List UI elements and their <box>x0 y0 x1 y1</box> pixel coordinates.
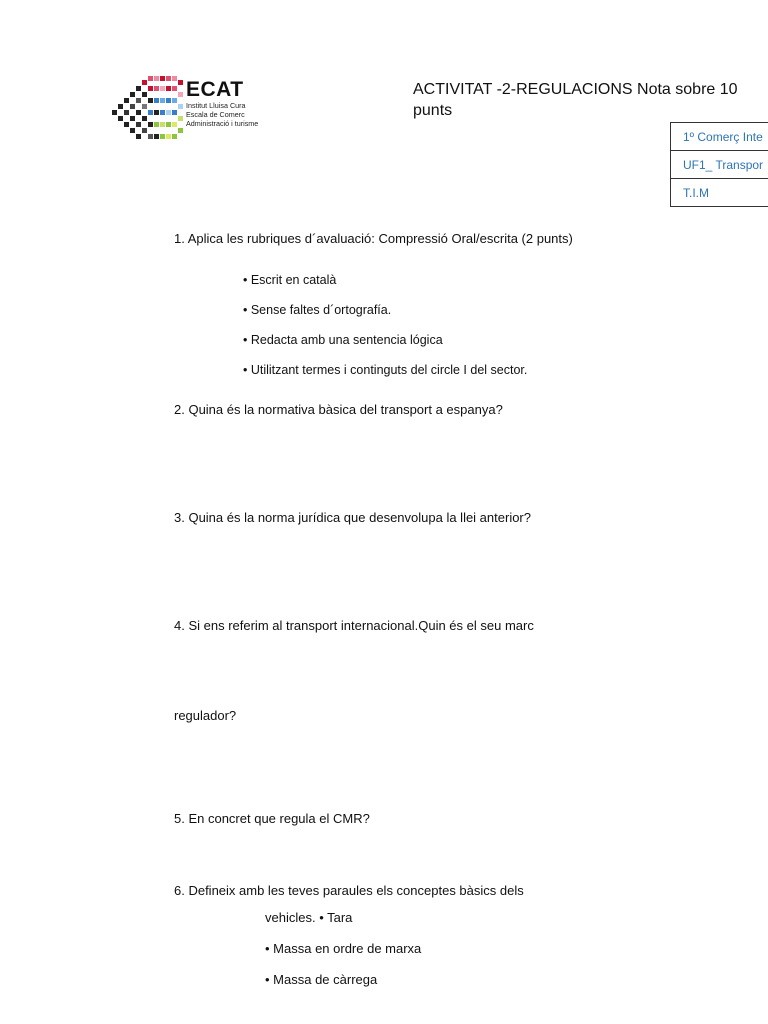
question-6: 6. Defineix amb les teves paraules els conceptes bàsics dels <box>174 883 524 898</box>
q6-bullet-2: • Massa de càrrega <box>265 972 378 987</box>
logo-line-3: Administració i turisme <box>186 119 259 128</box>
q1-bullet-2: • Sense faltes d´ortografía. <box>243 303 392 317</box>
q1-bullet-4: • Utilitzant termes i continguts del circle I del sector. <box>243 363 528 377</box>
logo-line-1: Institut Lluisa Cura <box>186 101 246 110</box>
q6-bullet-1: • Massa en ordre de marxa <box>265 941 422 956</box>
question-2: 2. Quina és la normativa bàsica del transport a espanya? <box>174 402 503 417</box>
question-3: 3. Quina és la norma jurídica que desenvolupa la llei anterior? <box>174 510 531 525</box>
logo-line-2: Escala de Comerc <box>186 110 245 119</box>
q1-bullet-3: • Redacta amb una sentencia lógica <box>243 333 443 347</box>
question-5: 5. En concret que regula el CMR? <box>174 811 370 826</box>
question-4: 4. Si ens referim al transport internacional.Quin és el seu marc <box>174 618 534 633</box>
question-1: 1. Aplica les rubriques d´avaluació: Compressió Oral/escrita (2 punts) <box>174 231 573 246</box>
activity-title: ACTIVITAT -2-REGULACIONS Nota sobre 10 punts <box>413 81 738 119</box>
q1-bullet-1: • Escrit en català <box>243 273 337 287</box>
course-cell: 1º Comerç Inte <box>671 123 768 151</box>
logo-brand: ECAT <box>186 78 244 101</box>
building-logo-graphic <box>110 70 190 142</box>
question-4-continued: regulador? <box>174 708 237 723</box>
course-info-table <box>670 122 768 207</box>
question-6-continued: vehicles. • Tara <box>265 910 353 925</box>
unit-cell: UF1_ Transpor <box>671 151 768 179</box>
module-cell: T.I.M <box>671 179 768 207</box>
